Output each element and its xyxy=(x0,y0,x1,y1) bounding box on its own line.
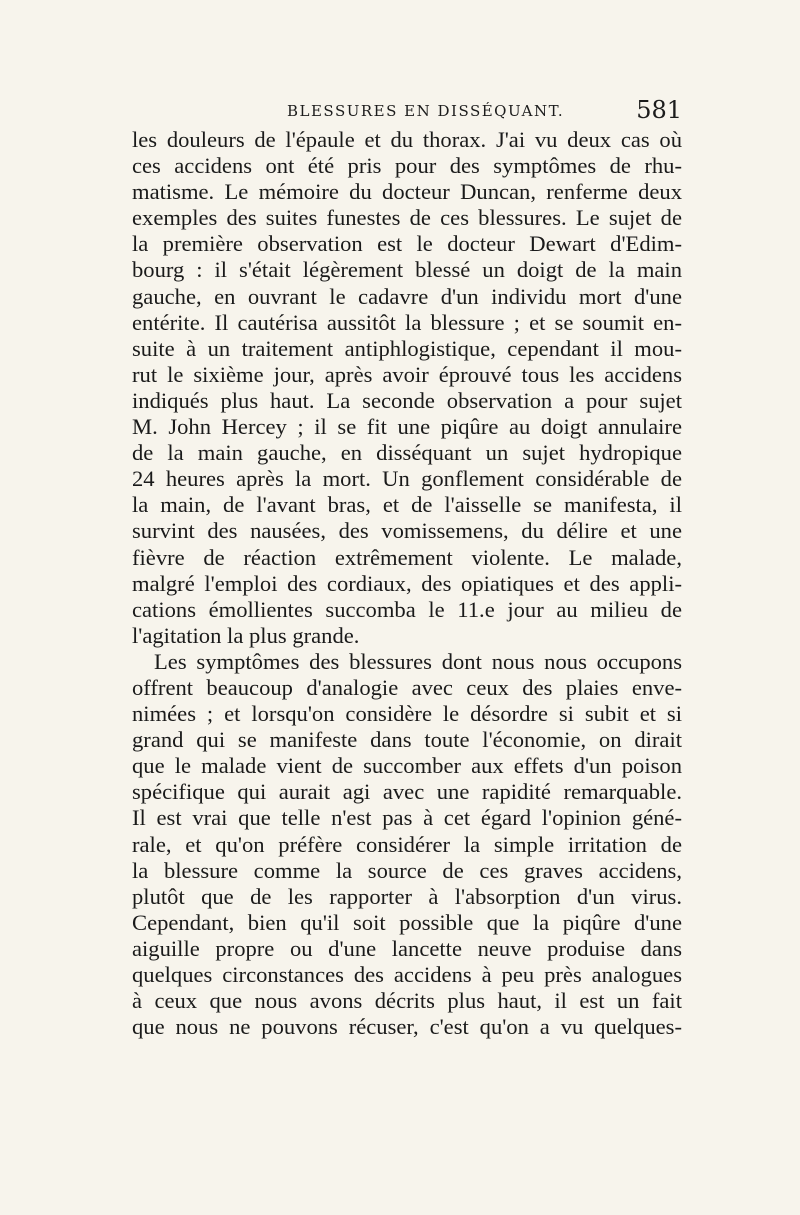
text-line: gauche, en ouvrant le cadavre d'un individu mort d'une xyxy=(132,283,682,309)
text-line: que le malade vient de succomber aux effets d'un poison xyxy=(132,753,682,779)
page-header xyxy=(132,96,682,124)
text-line: de la main gauche, en disséquant un sujet hydropique xyxy=(132,440,682,466)
text-line: survint des nausées, des vomissemens, du délire et une xyxy=(132,518,682,544)
text-line: exemples des suites funestes de ces blessures. Le sujet de xyxy=(132,205,682,231)
text-line: nimées ; et lorsqu'on considère le désordre si subit et si xyxy=(132,701,682,727)
text-line: malgré l'emploi des cordiaux, des opiatiques et des appli- xyxy=(132,570,682,596)
text-line: la première observation est le docteur Dewart d'Edim- xyxy=(132,231,682,257)
text-line: entérite. Il cautérisa aussitôt la blessure ; et se soumit en- xyxy=(132,309,682,335)
text-line: quelques circonstances des accidens à peu près analogues xyxy=(132,962,682,987)
text-line: spécifique qui aurait agi avec une rapidité remarquable. xyxy=(132,779,682,805)
text-line: matisme. Le mémoire du docteur Duncan, renferme deux xyxy=(132,179,682,205)
text-line: Il est vrai que telle n'est pas à cet égard l'opinion géné- xyxy=(132,805,682,831)
text-line: rut le sixième jour, après avoir éprouvé tous les accidens xyxy=(132,361,682,387)
text-line: M. John Hercey ; il se fit une piqûre au doigt annulaire xyxy=(132,414,682,440)
text-line: fièvre de réaction extrêmement violente. Le malade, xyxy=(132,544,682,570)
page-number: 581 xyxy=(636,96,682,124)
text-line: à ceux que nous avons décrits plus haut, il est un fait xyxy=(132,988,682,1014)
text-line: grand qui se manifeste dans toute l'économie, on dirait xyxy=(132,727,682,753)
text-line: rale, et qu'on préfère considérer la simple irritation de xyxy=(132,831,682,857)
text-line: ces accidens ont été pris pour des symptômes de rhu- xyxy=(132,153,682,179)
text-line: suite à un traitement antiphlogistique, cependant il mou- xyxy=(132,335,682,361)
text-line: la main, de l'avant bras, et de l'aisselle se manifesta, il xyxy=(132,492,682,518)
text-line: bourg : il s'était légèrement blessé un doigt de la main xyxy=(132,257,682,283)
text-line: cations émollientes succomba le 11.e jour au milieu de xyxy=(132,596,682,622)
text-line: plutôt que de les rapporter à l'absorption d'un virus. xyxy=(132,883,682,909)
text-line: la blessure comme la source de ces graves accidens, xyxy=(132,857,682,883)
running-head: BLESSURES EN DISSÉQUANT. xyxy=(287,102,565,120)
text-line: Cependant, bien qu'il soit possible que la piqûre d'une xyxy=(132,909,682,935)
text-line: les douleurs de l'épaule et du thorax. J'ai vu deux cas où xyxy=(132,127,682,152)
text-line: aiguille propre ou d'une lancette neuve produise dans xyxy=(132,935,682,961)
text-line: indiqués plus haut. La seconde observation a pour sujet xyxy=(132,387,682,413)
text-line: l'agitation la plus grande. xyxy=(132,622,360,648)
body-text xyxy=(132,127,682,1040)
text-line: offrent beaucoup d'analogie avec ceux des plaies enve- xyxy=(132,674,682,700)
text-line: que nous ne pouvons récuser, c'est qu'on a vu quelques- xyxy=(132,1014,682,1040)
text-line: Les symptômes des blessures dont nous nous occupons xyxy=(154,648,682,674)
text-line: 24 heures après la mort. Un gonflement considérable de xyxy=(132,466,682,492)
